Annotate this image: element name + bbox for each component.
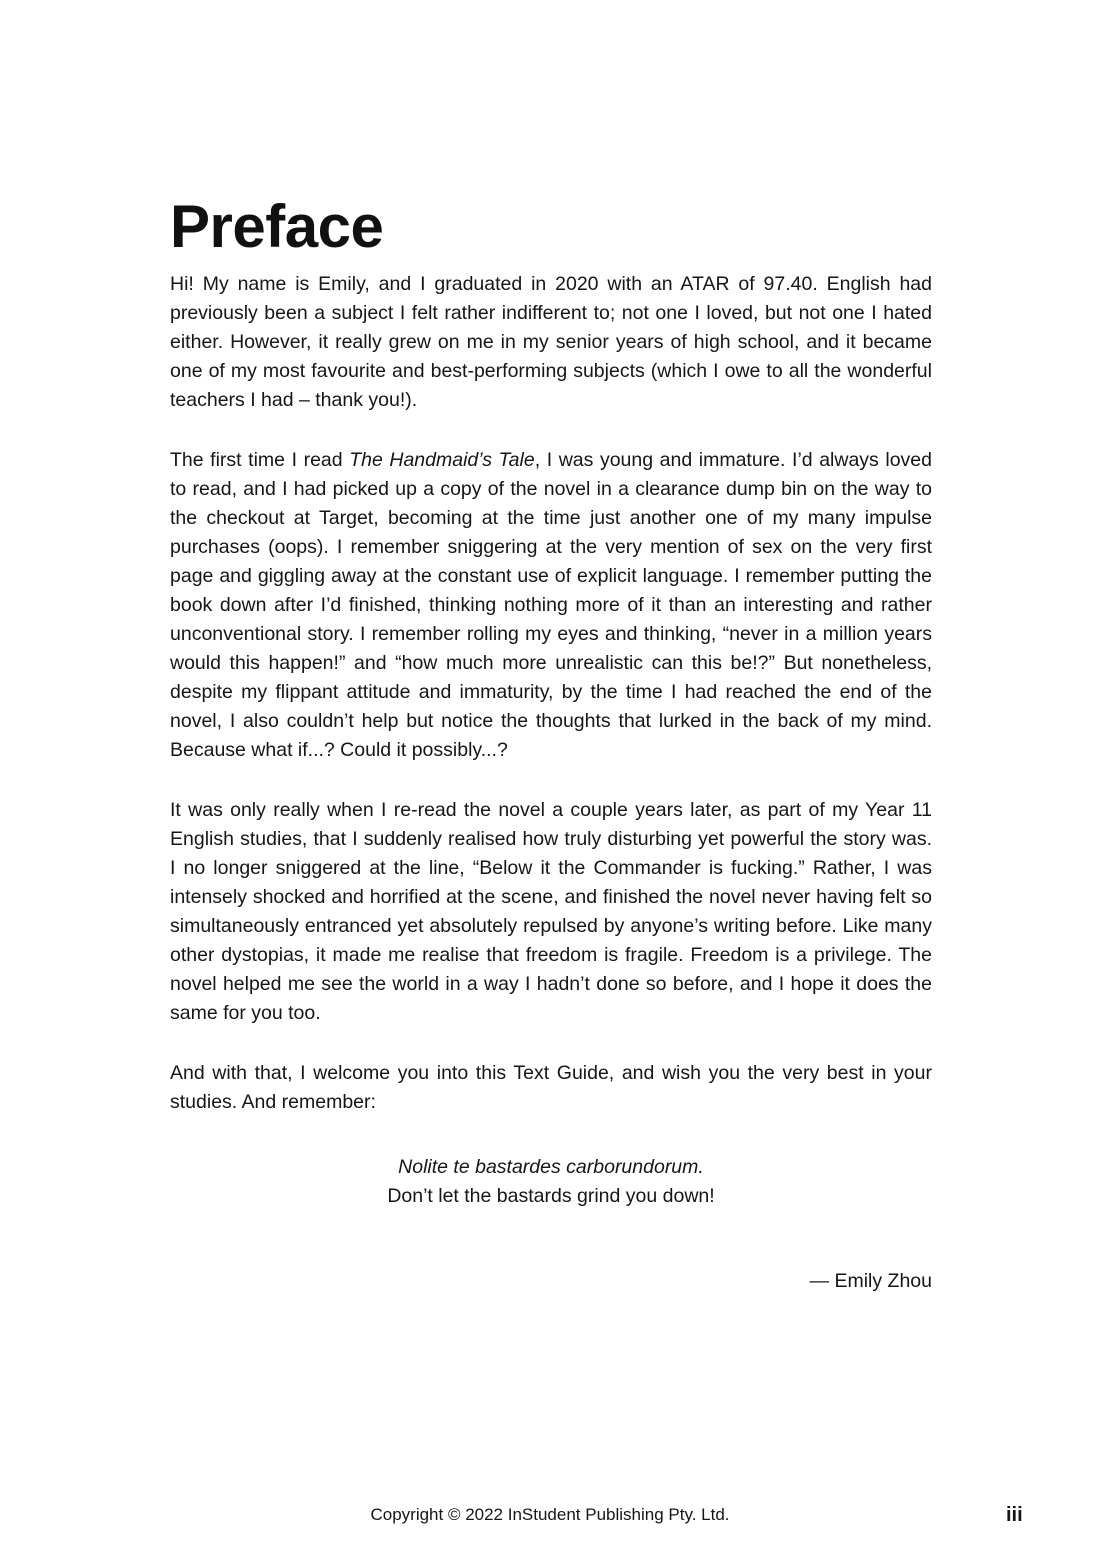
preface-paragraph-2 bbox=[170, 446, 932, 765]
author-signature: — Emily Zhou bbox=[809, 1270, 932, 1292]
text-segment: And with that, I welcome you into this Text Guide, and wish you the very best in your studies. And remember: bbox=[170, 1062, 932, 1113]
page-footer bbox=[0, 1503, 1100, 1533]
quote-translation-line: Don’t let the bastards grind you down! bbox=[387, 1185, 715, 1207]
copyright-notice: Copyright © 2022 InStudent Publishing Pty. Ltd. bbox=[370, 1505, 730, 1524]
page-number: iii bbox=[1006, 1504, 1023, 1526]
quote-latin-line: Nolite te bastardes carborundorum. bbox=[398, 1156, 704, 1178]
book-title-italic: The Handmaid’s Tale bbox=[349, 449, 535, 471]
text-segment: Hi! My name is Emily, and I graduated in 2020 with an ATAR of 97.40. English had previously been a subject I felt rather indifferent to; not one I loved, but not one I hated either. However, it really grew on me in my senior years of high school, and it became one of my most favourite and best-performing subjects (which I owe to all the wonderful teachers I had – thank you!). bbox=[170, 273, 932, 411]
preface-paragraph-3 bbox=[170, 796, 932, 1028]
preface-paragraph-4 bbox=[170, 1059, 932, 1117]
text-segment: , I was young and immature. I’d always loved to read, and I had picked up a copy of the novel in a clearance dump bin on the way to the checkout at Target, becoming at the time just another one of my many impulse purchases (oops). I remember sniggering at the very mention of sex on the very first page and giggling away at the constant use of explicit language. I remember putting the book down after I’d finished, thinking nothing more of it than an interesting and rather unconventional story. I remember rolling my eyes and thinking, “never in a million years would this happen!” and “how much more unrealistic can this be!?” But nonetheless, despite my flippant attitude and immaturity, by the time I had reached the end of the novel, I also couldn’t help but notice the thoughts that lurked in the back of my mind. Because what if...? Could it possibly...? bbox=[170, 449, 932, 761]
text-segment: It was only really when I re-read the novel a couple years later, as part of my Year 11 English studies, that I suddenly realised how truly disturbing yet powerful the story was. I no longer sniggered at the line, “Below it the Commander is fucking.” Rather, I was intensely shocked and horrified at the scene, and finished the novel never having felt so simultaneously entranced yet absolutely repulsed by anyone’s writing before. Like many other dystopias, it made me realise that freedom is fragile. Freedom is a privilege. The novel helped me see the world in a way I hadn’t done so before, and I hope it does the same for you too. bbox=[170, 799, 932, 1024]
preface-paragraph-1 bbox=[170, 270, 932, 415]
epigraph-quote bbox=[170, 1153, 932, 1211]
text-segment: The first time I read bbox=[170, 449, 350, 471]
preface-content bbox=[170, 193, 932, 1296]
page-title: Preface bbox=[170, 193, 384, 260]
